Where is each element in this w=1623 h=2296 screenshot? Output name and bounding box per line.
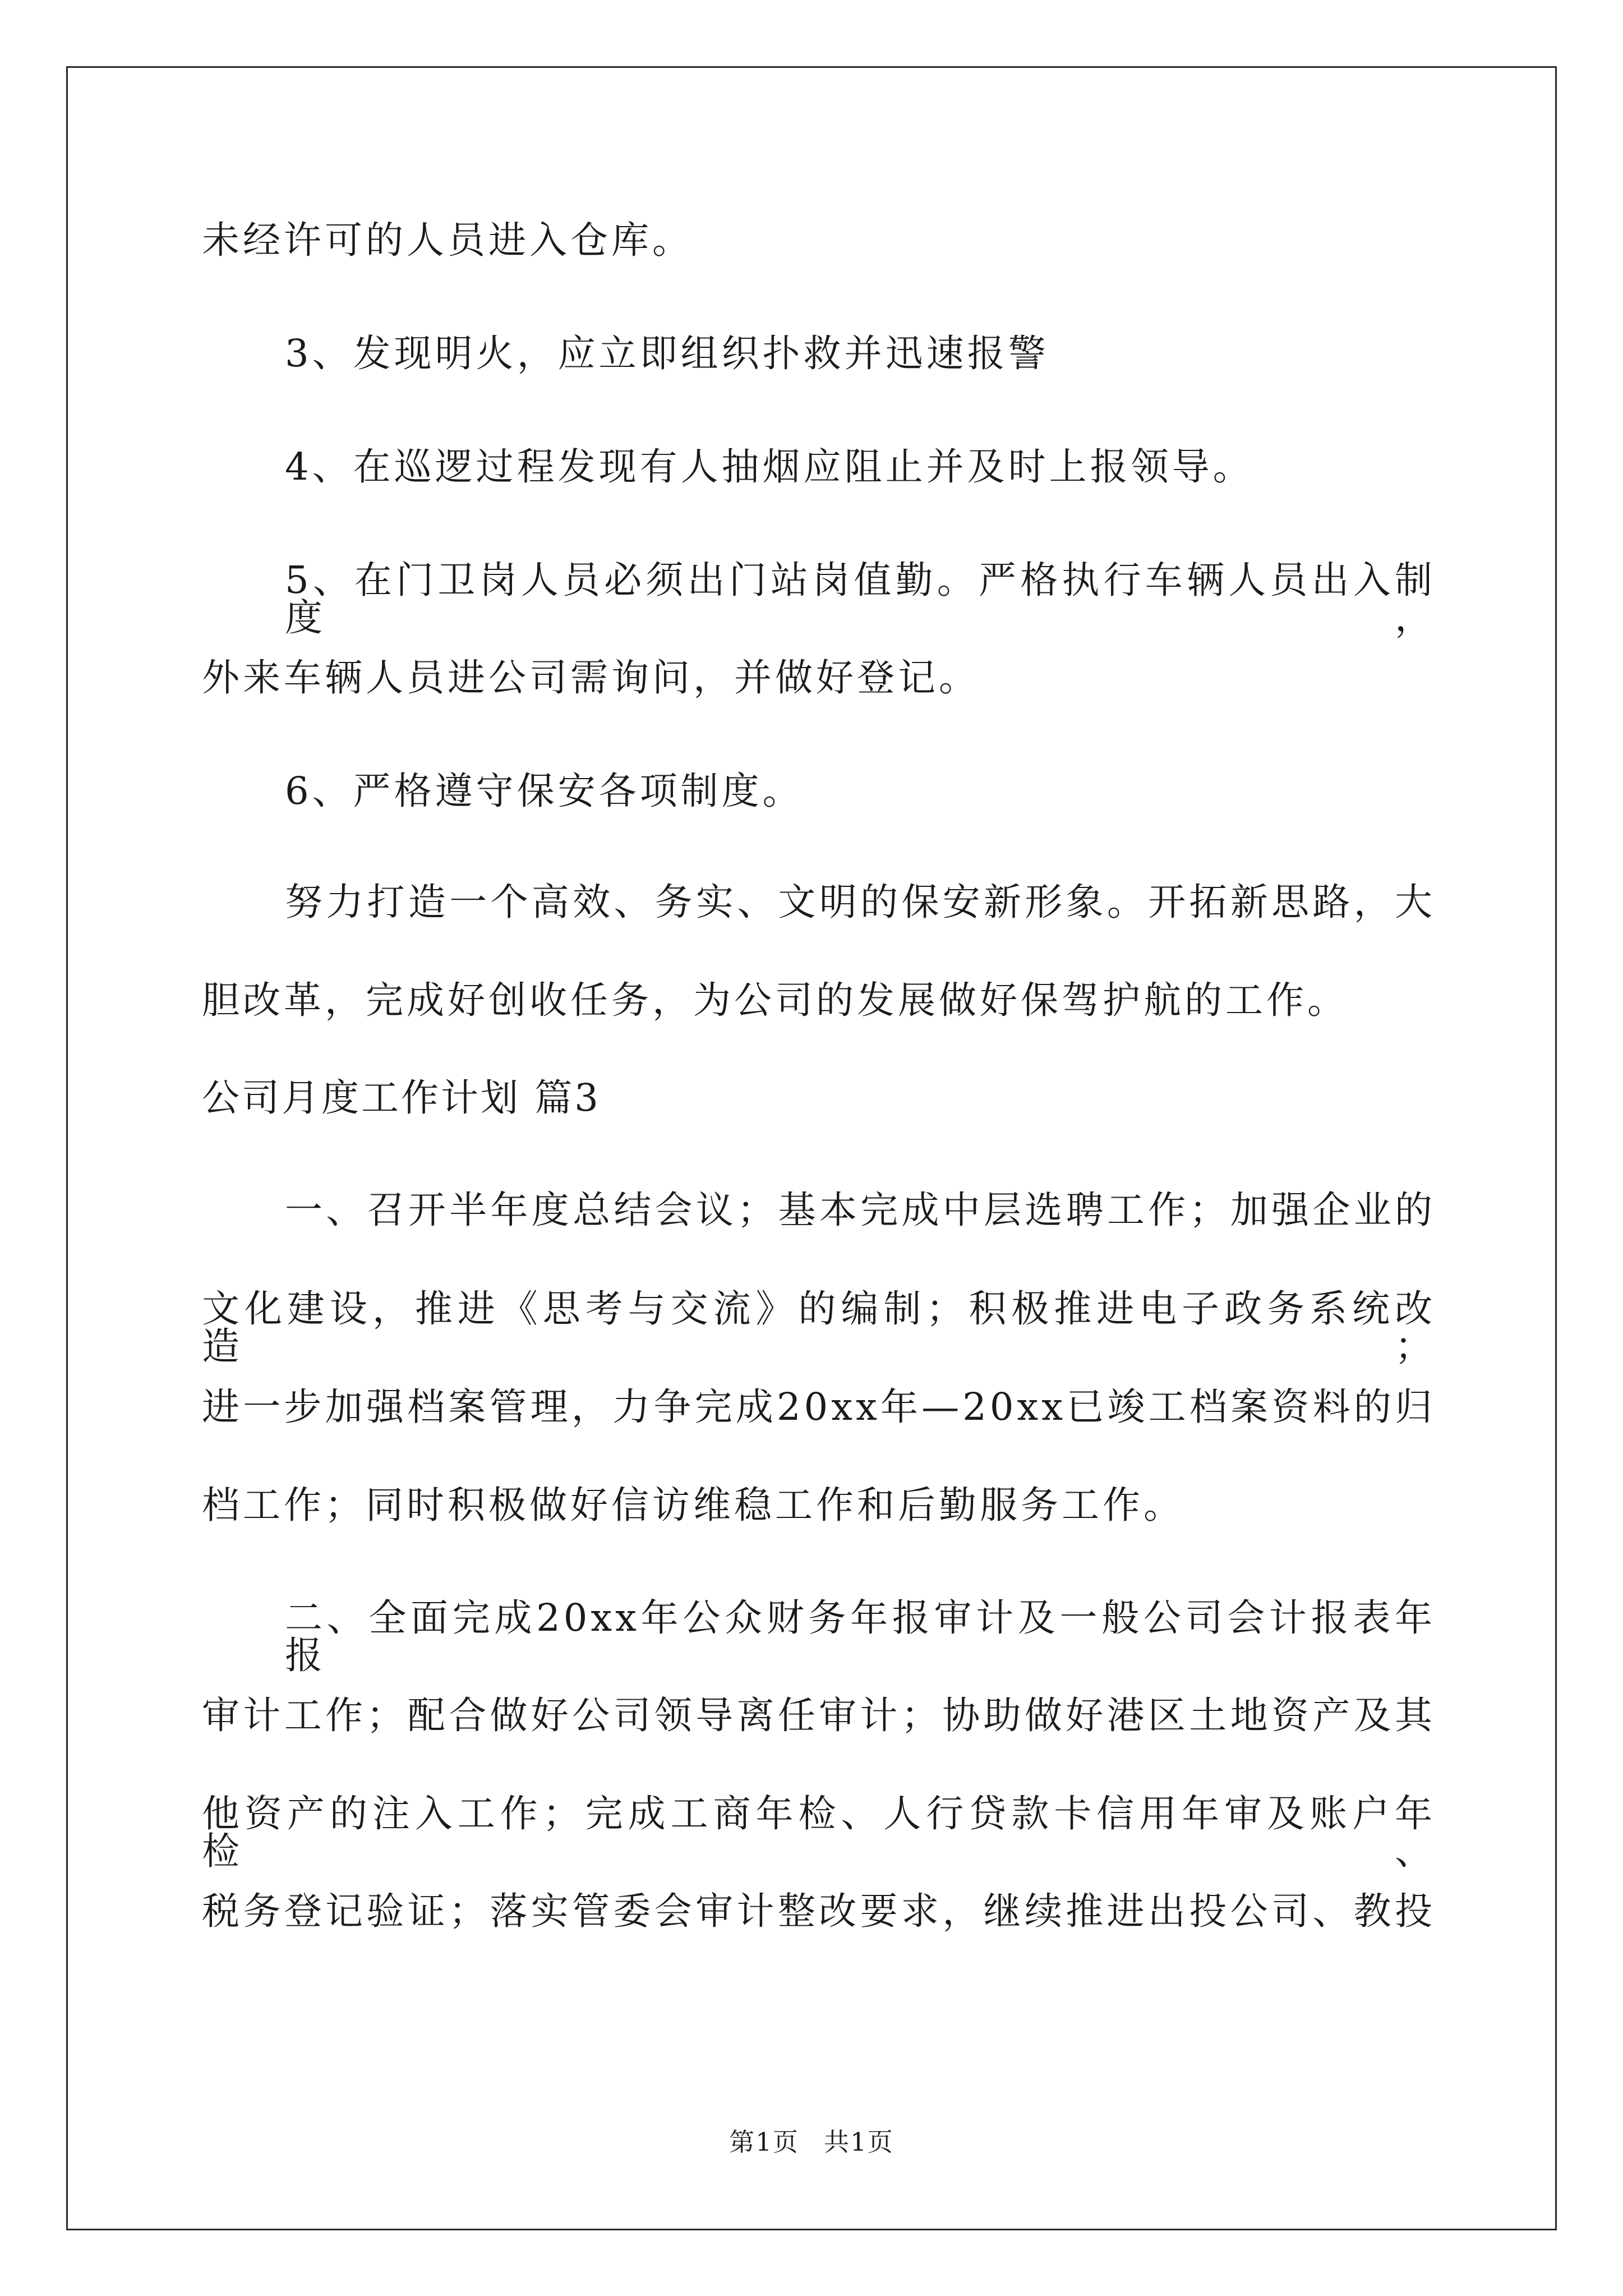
page-footer xyxy=(0,2129,1623,2155)
paragraph-line: 税务登记验证；落实管委会审计整改要求，继续推进出投公司、教投 xyxy=(202,1889,1436,1933)
paragraph-line: 他资产的注入工作；完成工商年检、人行贷款卡信用年审及账户年检、 xyxy=(202,1792,1436,1873)
paragraph-line: 审计工作；配合做好公司领导离任审计；协助做好港区土地资产及其 xyxy=(202,1694,1436,1737)
paragraph-line: 进一步加强档案管理，力争完成20xx年—20xx已竣工档案资料的归 xyxy=(202,1385,1436,1429)
paragraph-line: 6、严格遵守保安各项制度。 xyxy=(285,769,804,813)
paragraph-line: 文化建设，推进《思考与交流》的编制；积极推进电子政务系统改造； xyxy=(202,1287,1436,1368)
page-total: 共1页 xyxy=(824,2127,894,2157)
paragraph-line: 5、在门卫岗人员必须出门站岗值勤。严格执行车辆人员出入制度， xyxy=(285,558,1436,639)
section-heading: 公司月度工作计划 篇3 xyxy=(202,1076,601,1120)
page-number: 第1页 xyxy=(729,2127,799,2157)
paragraph-line: 档工作；同时积极做好信访维稳工作和后勤服务工作。 xyxy=(202,1483,1184,1527)
paragraph-line: 未经许可的人员进入仓库。 xyxy=(202,218,693,262)
paragraph-line: 一、召开半年度总结会议；基本完成中层选聘工作；加强企业的 xyxy=(285,1188,1436,1232)
paragraph-line: 3、发现明火，应立即组织扑救并迅速报警 xyxy=(285,332,1049,375)
paragraph-line: 二、全面完成20xx年公众财务年报审计及一般公司会计报表年报 xyxy=(285,1596,1436,1677)
paragraph-line: 外来车辆人员进公司需询问，并做好登记。 xyxy=(202,656,980,700)
paragraph-line: 胆改革，完成好创收任务，为公司的发展做好保驾护航的工作。 xyxy=(202,978,1348,1022)
paragraph-line: 4、在巡逻过程发现有人抽烟应阻止并及时上报领导。 xyxy=(285,445,1254,489)
paragraph-line: 努力打造一个高效、务实、文明的保安新形象。开拓新思路，大 xyxy=(285,880,1436,924)
